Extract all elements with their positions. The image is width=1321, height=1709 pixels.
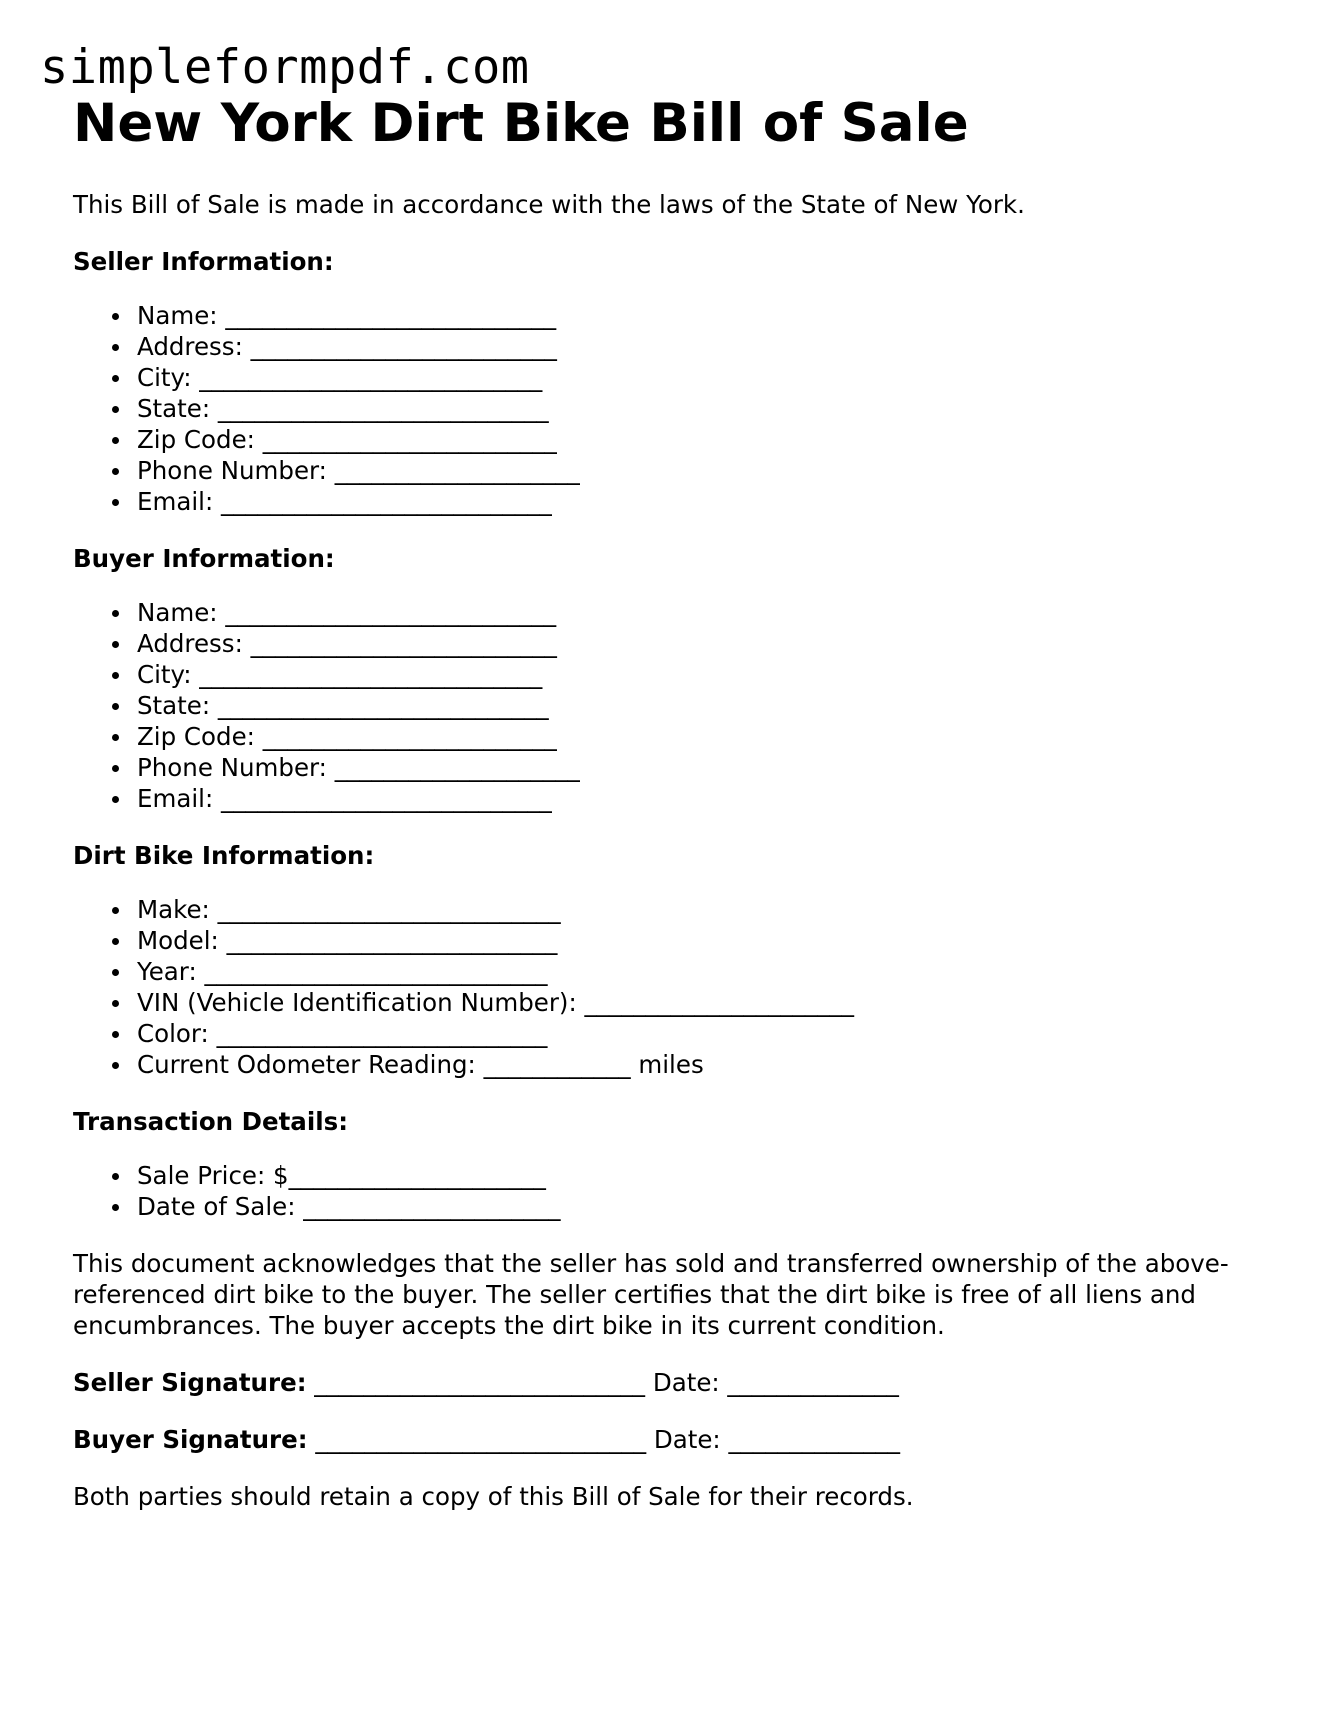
bike-make-field[interactable]: Make: ____________________________ <box>137 894 1253 925</box>
bike-model-field[interactable]: Model: ___________________________ <box>137 925 1253 956</box>
transaction-section-heading: Transaction Details: <box>73 1107 349 1136</box>
seller-section-heading: Seller Information: <box>73 247 334 276</box>
seller-fields-list <box>73 300 1253 517</box>
buyer-address-field[interactable]: Address: _________________________ <box>137 628 1253 659</box>
bill-of-sale-document <box>73 92 1253 1512</box>
intro-paragraph: This Bill of Sale is made in accordance with the laws of the State of New York. <box>73 190 1025 219</box>
transaction-fields-list <box>73 1160 1253 1222</box>
bike-color-field[interactable]: Color: ___________________________ <box>137 1018 1253 1049</box>
acknowledgement-paragraph: This document acknowledges that the seller has sold and transferred ownership of the above-referenced dirt bike to the buyer. The seller certifies that the dirt bike is free of all liens and encumbrances. The buyer accepts the dirt bike in its current condition. <box>73 1249 1229 1340</box>
buyer-section-heading: Buyer Information: <box>73 544 335 573</box>
seller-phone-field[interactable]: Phone Number: ____________________ <box>137 455 1253 486</box>
watermark-text: simpleformpdf.com <box>40 40 530 95</box>
bike-year-field[interactable]: Year: ____________________________ <box>137 956 1253 987</box>
seller-zip-field[interactable]: Zip Code: ________________________ <box>137 424 1253 455</box>
seller-address-field[interactable]: Address: _________________________ <box>137 331 1253 362</box>
seller-signature-label: Seller Signature: <box>73 1368 307 1397</box>
bike-odometer-field[interactable]: Current Odometer Reading: ____________ miles <box>137 1049 1253 1080</box>
seller-email-field[interactable]: Email: ___________________________ <box>137 486 1253 517</box>
closing-paragraph: Both parties should retain a copy of this Bill of Sale for their records. <box>73 1482 914 1511</box>
buyer-zip-field[interactable]: Zip Code: ________________________ <box>137 721 1253 752</box>
date-of-sale-field[interactable]: Date of Sale: _____________________ <box>137 1191 1253 1222</box>
bike-vin-field[interactable]: VIN (Vehicle Identification Number): ______________________ <box>137 987 1253 1018</box>
buyer-signature-line[interactable]: ___________________________ Date: ______________ <box>315 1425 900 1454</box>
seller-signature-line[interactable]: ___________________________ Date: ______________ <box>314 1368 899 1397</box>
page-title: New York Dirt Bike Bill of Sale <box>73 93 969 154</box>
seller-signature-row[interactable] <box>73 1367 1253 1398</box>
buyer-name-field[interactable]: Name: ___________________________ <box>137 597 1253 628</box>
buyer-state-field[interactable]: State: ___________________________ <box>137 690 1253 721</box>
buyer-email-field[interactable]: Email: ___________________________ <box>137 783 1253 814</box>
bike-section-heading: Dirt Bike Information: <box>73 841 375 870</box>
buyer-signature-row[interactable] <box>73 1424 1253 1455</box>
buyer-signature-label: Buyer Signature: <box>73 1425 308 1454</box>
buyer-phone-field[interactable]: Phone Number: ____________________ <box>137 752 1253 783</box>
buyer-city-field[interactable]: City: ____________________________ <box>137 659 1253 690</box>
sale-price-field[interactable]: Sale Price: $_____________________ <box>137 1160 1253 1191</box>
bike-fields-list <box>73 894 1253 1080</box>
seller-state-field[interactable]: State: ___________________________ <box>137 393 1253 424</box>
seller-city-field[interactable]: City: ____________________________ <box>137 362 1253 393</box>
seller-name-field[interactable]: Name: ___________________________ <box>137 300 1253 331</box>
buyer-fields-list <box>73 597 1253 814</box>
